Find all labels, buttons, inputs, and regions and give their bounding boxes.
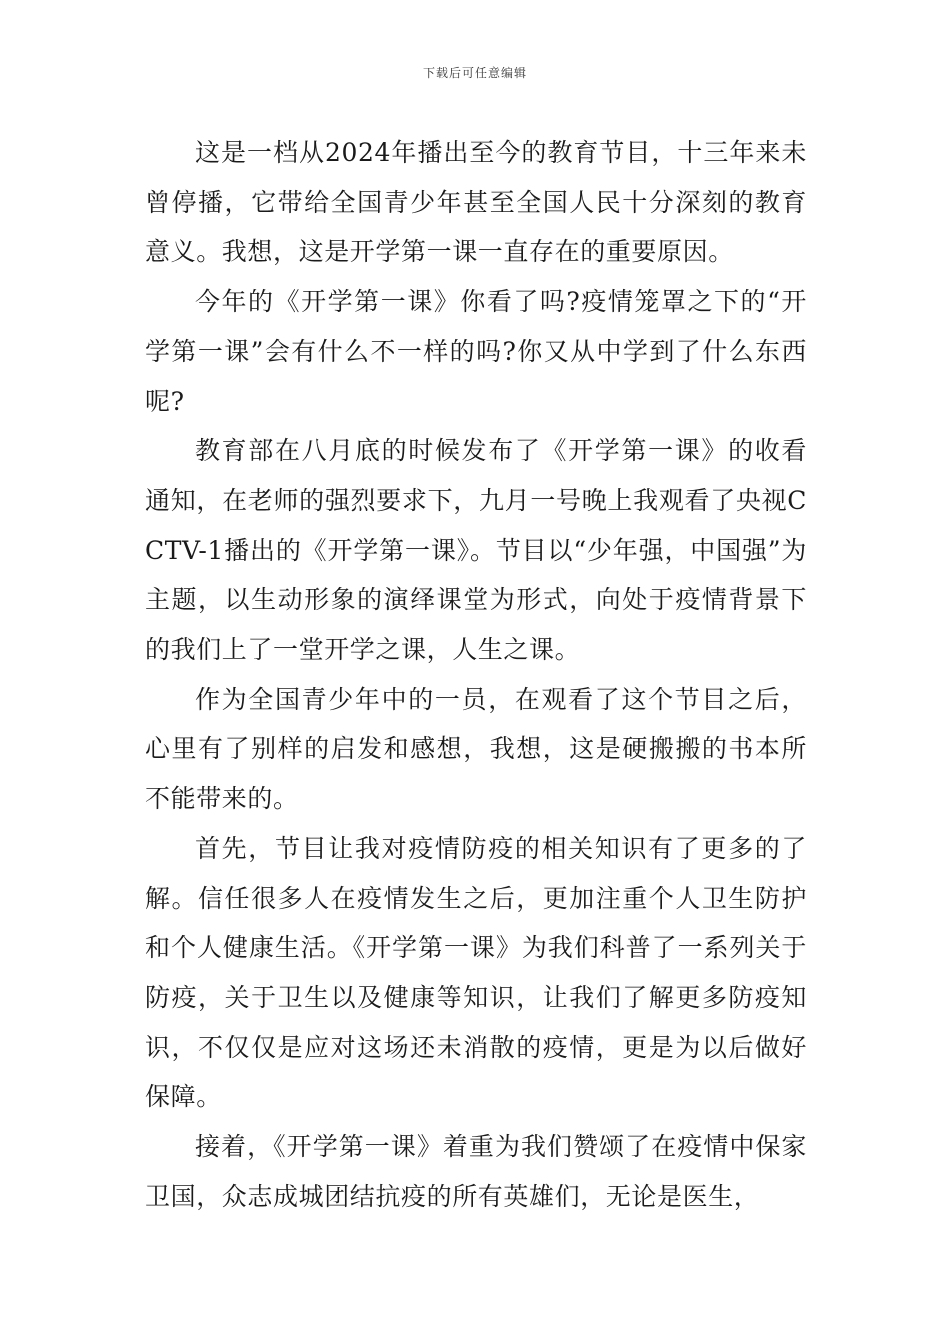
paragraph-1: 这是一档从2024年播出至今的教育节目，十三年来未曾停播，它带给全国青少年甚至全国人民十分深刻的教育意义。我想，这是开学第一课一直存在的重要原因。 xyxy=(145,138,807,267)
paragraph-6: 接着，《开学第一课》着重为我们赞颂了在疫情中保家卫国，众志成城团结抗疫的所有英雄们，无论是医生， xyxy=(145,1132,807,1211)
paragraph-5: 首先，节目让我对疫情防疫的相关知识有了更多的了解。信任很多人在疫情发生之后，更加注重个人卫生防护和个人健康生活。《开学第一课》为我们科普了一系列关于防疫，关于卫生以及健康等知识，让我们了解更多防疫知识，不仅仅是应对这场还未消散的疫情，更是为以后做好保障。 xyxy=(145,833,807,1112)
paragraph-4: 作为全国青少年中的一员，在观看了这个节目之后，心里有了别样的启发和感想，我想，这是硬搬搬的书本所不能带来的。 xyxy=(145,684,807,814)
paragraph-2: 今年的《开学第一课》你看了吗?疫情笼罩之下的“开学第一课”会有什么不一样的吗?你又从中学到了什么东西呢? xyxy=(145,287,807,416)
paragraph-3: 教育部在八月底的时候发布了《开学第一课》的收看通知，在老师的强烈要求下，九月一号晚上我观看了央视CCTV-1播出的《开学第一课》。节目以“少年强，中国强”为主题，以生动形象的演绎课堂为形式，向处于疫情背景下的我们上了一堂开学之课，人生之课。 xyxy=(145,436,807,665)
document-body xyxy=(145,128,807,1221)
page-header-note: 下载后可任意编辑 xyxy=(422,66,527,80)
